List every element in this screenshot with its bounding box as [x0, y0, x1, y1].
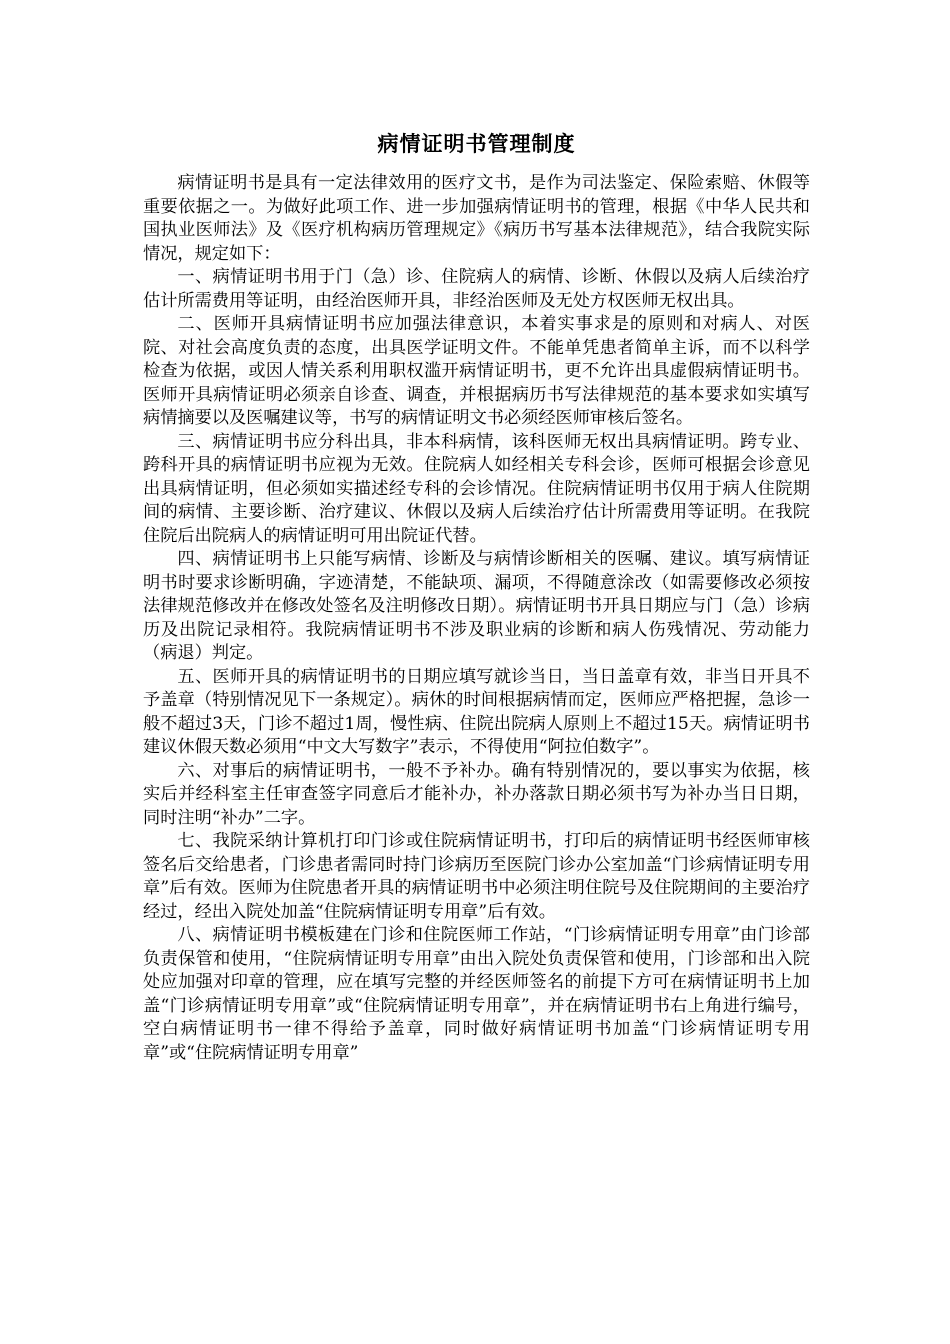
paragraph-rule-3: 三、病情证明书应分科出具，非本科病情，该科医师无权出具病情证明。跨专业、跨科开具的病情证明书应视为无效。住院病人如经相关专科会诊，医师可根据会诊意见出具病情证明，但必须如实描述经专科的会诊情况。住院病情证明书仅用于病人住院期间的病情、主要诊断、治疗建议、休假以及病人后续治疗估计所需费用等证明。在我院住院后出院病人的病情证明可用出院证代替。	[143, 431, 810, 546]
paragraph-rule-4: 四、病情证明书上只能写病情、诊断及与病情诊断相关的医嘱、建议。填写病情证明书时要求诊断明确，字迹清楚，不能缺项、漏项，不得随意涂改（如需要修改必须按法律规范修改并在修改处签名及注明修改日期）。病情证明书开具日期应与门（急）诊病历及出院记录相符。我院病情证明书不涉及职业病的诊断和病人伤残情况、劳动能力（病退）判定。	[143, 549, 810, 663]
document-title: 病情证明书管理制度	[377, 131, 576, 156]
paragraph-rule-6: 六、对事后的病情证明书，一般不予补办。确有特别情况的，要以事实为依据，核实后并经科室主任审查签字同意后才能补办，补办落款日期必须书写为补办当日日期，同时注明“补办”二字。	[143, 760, 810, 828]
paragraph-rule-5: 五、医师开具的病情证明书的日期应填写就诊当日，当日盖章有效，非当日开具不予盖章（特别情况见下一条规定）。病休的时间根据病情而定，医师应严格把握，急诊一般不超过3天，门诊不超过1周，慢性病、住院出院病人原则上不超过15天。病情证明书建议休假天数必须用“中文大写数字”表示，不得使用“阿拉伯数字”。	[143, 666, 810, 757]
document-body	[143, 172, 810, 1065]
paragraph-intro: 病情证明书是具有一定法律效用的医疗文书，是作为司法鉴定、保险索赔、休假等重要依据之一。为做好此项工作、进一步加强病情证明书的管理，根据《中华人民共和国执业医师法》及《医疗机构病历管理规定》《病历书写基本法律规范》，结合我院实际情况，规定如下：	[143, 173, 810, 264]
paragraph-rule-2: 二、医师开具病情证明书应加强法律意识，本着实事求是的原则和对病人、对医院、对社会高度负责的态度，出具医学证明文件。不能单凭患者简单主诉，而不以科学检查为依据，或因人情关系利用职权滥开病情证明书，更不允许出具虚假病情证明书。医师开具病情证明必须亲自诊查、调查，并根据病历书写法律规范的基本要求如实填写病情摘要以及医嘱建议等，书写的病情证明文书必须经医师审核后签名。	[143, 314, 810, 428]
paragraph-rule-7: 七、我院采纳计算机打印门诊或住院病情证明书，打印后的病情证明书经医师审核签名后交给患者，门诊患者需同时持门诊病历至医院门诊办公室加盖“门诊病情证明专用章”后有效。医师为住院患者开具的病情证明书中必须注明住院号及住院期间的主要治疗经过，经出入院处加盖“住院病情证明专用章”后有效。	[143, 831, 810, 922]
paragraph-rule-8: 八、病情证明书模板建在门诊和住院医师工作站，“门诊病情证明专用章”由门诊部负责保管和使用，“住院病情证明专用章”由出入院处负责保管和使用，门诊部和出入院处应加强对印章的管理，应在填写完整的并经医师签名的前提下方可在病情证明书上加盖“门诊病情证明专用章”或“住院病情证明专用章”，并在病情证明书右上角进行编号，空白病情证明书一律不得给予盖章，同时做好病情证明书加盖“门诊病情证明专用章”或“住院病情证明专用章”	[143, 925, 810, 1063]
paragraph-rule-1: 一、病情证明书用于门（急）诊、住院病人的病情、诊断、休假以及病人后续治疗估计所需费用等证明，由经治医师开具，非经治医师及无处方权医师无权出具。	[143, 267, 810, 311]
